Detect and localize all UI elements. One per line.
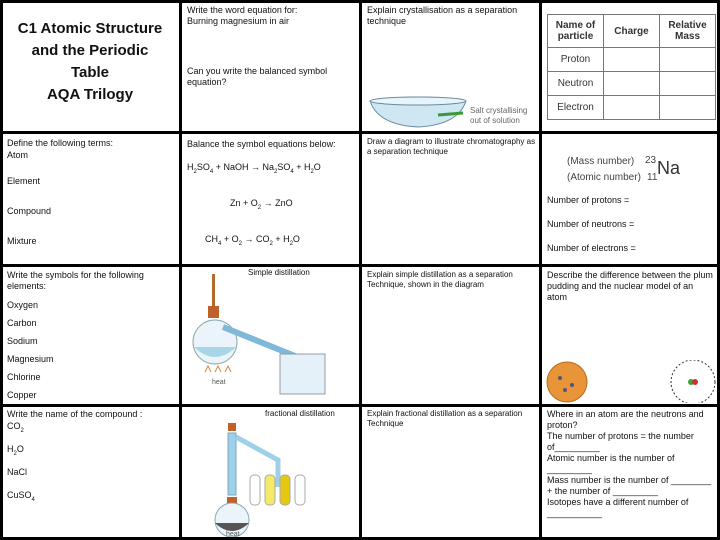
- cell: [660, 72, 716, 96]
- atom-line: Isotopes have a different number of ___________: [547, 497, 689, 518]
- word-eq-q2: Burning magnesium in air: [187, 16, 290, 26]
- header-mass: Relative Mass: [660, 15, 716, 48]
- element-item: Oxygen: [7, 300, 39, 310]
- atom-line: Where in an atom are the neutrons and proton?: [547, 409, 704, 430]
- title-line: and the Periodic: [31, 42, 149, 59]
- cell: [604, 48, 660, 72]
- header-name: Name of particle: [548, 15, 604, 48]
- term-atom: Atom: [7, 150, 29, 160]
- title-line: Table: [70, 64, 110, 81]
- equation-1: $H_2SO_4$ + NaOH → $Na_2SO_4 + H_2O$: [187, 162, 321, 175]
- models-question: Describe the difference between the plum pudding and the nuclear model of an atom: [547, 270, 713, 302]
- divider: [0, 131, 720, 134]
- term-compound: Compound: [7, 206, 52, 216]
- compound-cuso4: CuSO$_4$: [7, 490, 35, 503]
- atom-line: The number of protons = the number of_________: [547, 431, 694, 452]
- heat-label: heat: [226, 531, 240, 537]
- atom-line: Atomic number is the number of _________: [547, 453, 675, 474]
- title-line: AQA Trilogy: [46, 86, 134, 103]
- element-item: Magnesium: [7, 354, 54, 364]
- cell: [660, 96, 716, 120]
- evaporating-dish-icon: [368, 95, 468, 130]
- simple-distillation-question: Explain simple distillation as a separation Technique, shown in the diagram: [367, 270, 513, 289]
- compound-question: Write the name of the compound :: [7, 409, 143, 419]
- fractional-distillation-question: Explain fractional distillation as a separation Technique: [367, 409, 523, 428]
- cell: [660, 48, 716, 72]
- neutrons-line: Number of neutrons =: [547, 219, 635, 229]
- header-charge: Charge: [604, 15, 660, 48]
- cell: [604, 72, 660, 96]
- equation-3: $CH_4 + O_2 \to CO_2 + H_2O$: [205, 234, 300, 247]
- compound-co2: $CO_2$: [7, 421, 24, 434]
- title-line: C1 Atomic Structure: [17, 20, 163, 37]
- atom-line: Mass number is the number of ________ + the number of _________: [547, 475, 712, 496]
- row-proton: Proton: [548, 48, 604, 72]
- element-item: Chlorine: [7, 372, 41, 382]
- simple-distillation-title: Simple distillation: [248, 268, 310, 277]
- divider: [0, 264, 720, 267]
- compound-h2o: $H_2O$: [7, 444, 24, 457]
- compound-nacl: NaCl: [7, 467, 28, 477]
- symbols-question: Write the symbols for the following elements:: [7, 270, 144, 291]
- element-item: Copper: [7, 390, 37, 400]
- row-electron: Electron: [548, 96, 604, 120]
- define-question: Define the following terms:: [7, 138, 114, 148]
- divider: [359, 0, 362, 540]
- element-item: Sodium: [7, 336, 38, 346]
- equation-2: $Zn + O_2$ → ZnO: [230, 198, 293, 211]
- divider: [539, 0, 542, 540]
- atomic-number-label: (Atomic number): [567, 172, 641, 183]
- term-element: Element: [7, 176, 41, 186]
- electrons-line: Number of electrons =: [547, 243, 636, 253]
- atomic-number: 11: [647, 172, 658, 183]
- mass-number: 23: [645, 155, 657, 166]
- heat-label: heat: [212, 379, 226, 386]
- crystal-question: Explain crystallisation as a separation technique: [367, 5, 518, 26]
- element-symbol: Na: [657, 158, 681, 178]
- simple-distillation-diagram: [185, 272, 355, 402]
- cell: [604, 96, 660, 120]
- divider: [0, 404, 720, 407]
- particle-table: [547, 14, 716, 120]
- atom-questions: [547, 409, 715, 519]
- protons-line: Number of protons =: [547, 195, 630, 205]
- row-neutron: Neutron: [548, 72, 604, 96]
- balance-question: Balance the symbol equations below:: [187, 139, 336, 149]
- mass-number-label: (Mass number): [567, 156, 635, 167]
- crystal-label: Salt crystallising out of solution: [470, 106, 528, 125]
- term-mixture: Mixture: [7, 236, 37, 246]
- fractional-distillation-diagram: [190, 415, 355, 537]
- border: [0, 0, 720, 3]
- fractional-distillation-title: fractional distillation: [265, 409, 335, 418]
- atom-models-diagram: [545, 360, 717, 403]
- element-item: Carbon: [7, 318, 37, 328]
- chromatography-question: Draw a diagram to illustrate chromatography as a separation technique: [367, 137, 536, 156]
- page-title: [0, 18, 180, 106]
- word-eq-q3: Can you write the balanced symbol equation?: [187, 66, 328, 87]
- word-eq-q1: Write the word equation for:: [187, 5, 298, 15]
